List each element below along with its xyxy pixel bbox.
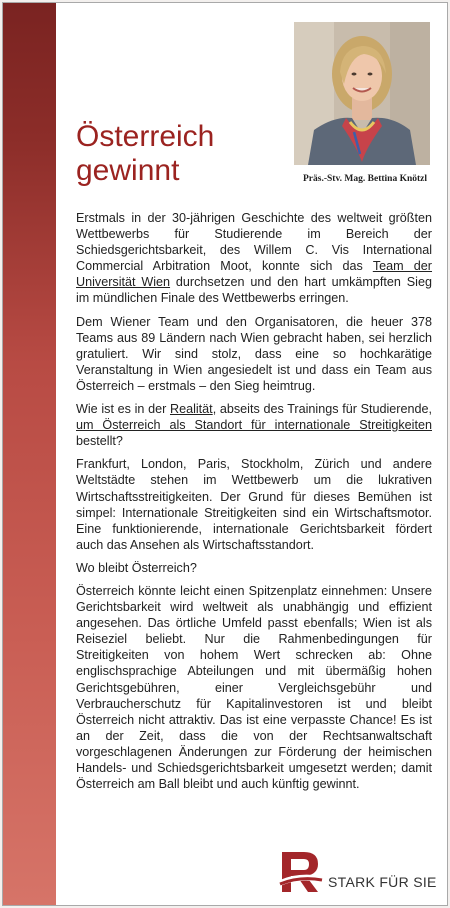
- paragraph-1: [76, 210, 432, 307]
- paragraph-3-text-a: Wie ist es in der: [76, 402, 170, 417]
- red-side-bar: [3, 3, 56, 905]
- photo-caption: Präs.-Stv. Mag. Bettina Knötzl: [303, 174, 428, 184]
- article-page: [2, 2, 448, 906]
- paragraph-3-text-c: bestellt?: [76, 434, 123, 449]
- headline-line-1: Österreich: [76, 120, 215, 153]
- paragraph-1-text-b: durchsetzen und den hart umkämpften Sieg im mündlichen Finale des Wettbewerbs erringen.: [76, 275, 432, 306]
- headline-line-2: gewinnt: [76, 154, 180, 187]
- paragraph-3-text-b: , abseits des Trainings für Studierende,: [212, 402, 432, 417]
- r-logo-icon: [278, 846, 324, 896]
- paragraph-5: Wo bleibt Österreich?: [76, 560, 197, 575]
- standort-link[interactable]: um Österreich als Standort für internationale Streitigkeiten: [76, 418, 432, 433]
- paragraph-6: Österreich könnte leicht einen Spitzenplatz einnehmen: Unsere Gerichtsbarkeit wird weltweit als unabhängig und effizient angesehen. Das örtliche Umfeld passt ebenfalls; Wien ist als Reiseziel beliebt. Nur die Rahmenbedingungen für Streitigkeiten von hohem Wert schrecken ab: Ohne englischsprachige Abteilungen und mit übermäßig hohen Gerichtsgebühren, einer Vergleichsgebühr und Verbraucherschutz für Kapitalinvestoren ist und bleibt Österreich nicht attraktiv. Das ist eine verpasste Chance! Es ist an der Zeit, dass die von der Rechtsanwaltschaft vorgeschlagenen Änderungen zur Förderung der heimischen Handels- und Schiedsgerichtsbarkeit umgesetzt werden; damit Österreich am Ball bleibt und auch künftig gewinnt.: [76, 583, 432, 792]
- team-link[interactable]: Team der Universität Wien: [76, 259, 433, 290]
- paragraph-3: [76, 401, 432, 449]
- stark-fuer-sie-logo: [278, 846, 438, 898]
- article-body: [76, 210, 432, 799]
- headline: [76, 120, 214, 188]
- paragraph-4: Frankfurt, London, Paris, Stockholm, Zürich und andere Weltstädte stehen im Wettbewerb um die lukrativen Wirtschaftsstreitigkeiten. Der Grund für dieses Bemühen ist simpel: Internationale Streitigkeiten sind ein Wirtschaftsmotor. Eine funktionierende, internationale Gerichtsbarkeit fördert auch das Ansehen als Wirtschaftsstandort.: [76, 457, 432, 552]
- logo-text: STARK FÜR SIE: [328, 874, 437, 890]
- paragraph-1-text-a: Erstmals in der 30-jährigen Geschichte des weltweit größten Wettbewerbs für Studierende im Bereich der Schiedsgerichtsbarkeit, des Willem C. Vis International Commercial Arbitration Moot, konnte sich das: [76, 211, 432, 274]
- paragraph-2: Dem Wiener Team und den Organisatoren, die heuer 378 Teams aus 89 Ländern nach Wien gebracht haben, sei herzlich gratuliert. Wir sind stolz, dass eine so hochkarätige Veranstaltung in Wien angesiedelt ist und dass ein Team aus Österreich – erstmals – den Sieg heimtrug.: [76, 314, 432, 393]
- portrait-photo: [294, 22, 430, 165]
- realitaet-link[interactable]: Realität: [169, 402, 213, 417]
